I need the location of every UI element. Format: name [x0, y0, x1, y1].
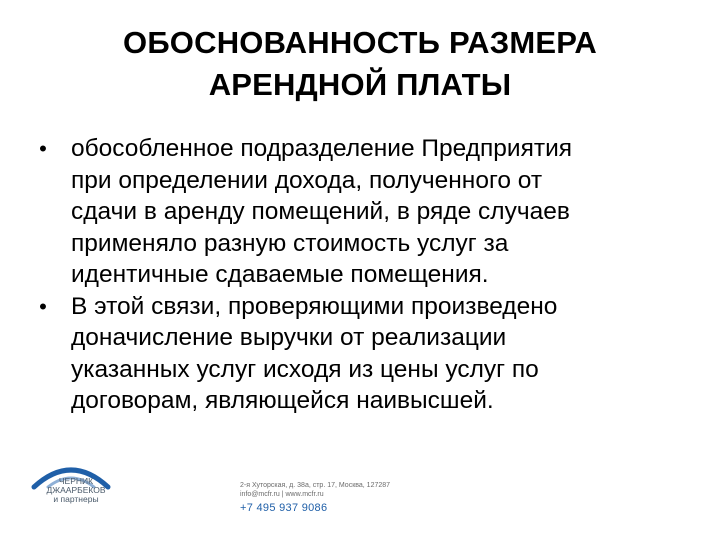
bullet-list — [28, 133, 688, 417]
logo-wordmark — [36, 477, 116, 504]
footer — [0, 455, 720, 540]
logo-line: и партнеры — [53, 494, 99, 504]
logo-line: ДЖААРБЕКОВ — [46, 485, 106, 495]
bullet-line: В этой связи, проверяющими произведено — [71, 292, 558, 320]
bullet-line: договорам, являющейся наивысшей. — [71, 387, 494, 414]
bullet-line: сдачи в аренду помещений, в ряде случаев — [71, 198, 570, 225]
bullet-line: обособленное подразделение Предприятия — [71, 135, 573, 162]
bullet-item — [28, 291, 688, 417]
bullet-marker: • — [39, 293, 47, 319]
contact-info — [240, 481, 390, 499]
bullet-line: указанных услуг исходя из цены услуг по — [71, 355, 539, 383]
title-line-1: ОБОСНОВАННОСТЬ РАЗМЕРА — [123, 25, 597, 60]
bullet-line: идентичные сдаваемые помещения. — [71, 261, 489, 288]
logo-line: ЧЕРНИК — [58, 476, 94, 486]
bullet-line: применяло разную стоимость услуг за — [71, 229, 509, 257]
title-line-2: АРЕНДНОЙ ПЛАТЫ — [208, 67, 512, 102]
bullet-item — [28, 133, 688, 291]
bullet-marker: • — [39, 136, 47, 161]
address-text: 2-я Хуторская, д. 38а, стр. 17, Москва, 127287 — [240, 482, 391, 489]
bullet-line: доначисление выручки от реализации — [71, 324, 507, 351]
company-logo — [28, 461, 114, 533]
email-web-text: info@mcfr.ru | www.mcfr.ru — [240, 491, 324, 498]
bullet-line: при определении дохода, полученного от — [71, 166, 543, 194]
phone-number: +7 495 937 9086 — [240, 502, 328, 514]
slide-title — [40, 22, 680, 106]
